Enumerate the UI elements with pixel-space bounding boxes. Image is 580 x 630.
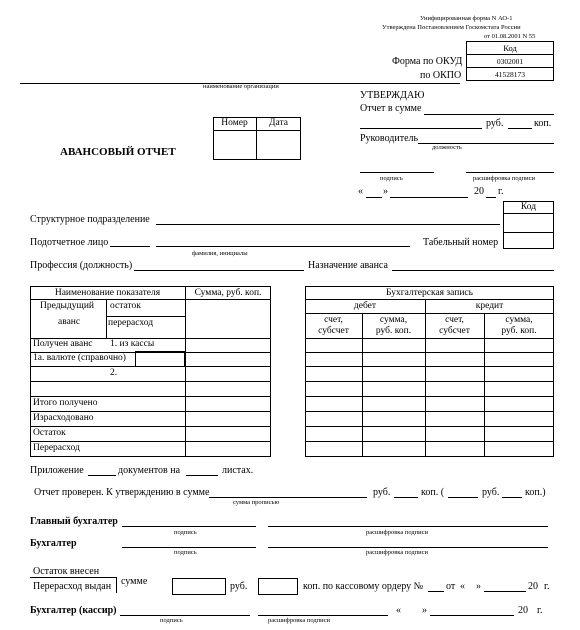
attach-sheets: листах. bbox=[222, 465, 254, 476]
accountant-decode-caption: расшифровка подписи bbox=[366, 549, 429, 556]
cash-order-line[interactable] bbox=[428, 591, 444, 592]
profession-line[interactable] bbox=[134, 270, 304, 271]
approve-year-suffix: г. bbox=[498, 186, 504, 197]
cashier-label: Бухгалтер (кассир) bbox=[30, 605, 117, 616]
currency-input[interactable] bbox=[135, 351, 185, 367]
cash-quote-close: » bbox=[476, 581, 481, 592]
currency-label: 1а. валюте (справочно) bbox=[33, 353, 126, 363]
sign-caption: подпись bbox=[380, 175, 403, 182]
chief-sign-line[interactable] bbox=[122, 526, 256, 527]
okpo-value[interactable]: 41528173 bbox=[495, 70, 525, 79]
cashier-year: 20 bbox=[518, 605, 528, 616]
credit-acct-header: счет, bbox=[445, 315, 464, 325]
total-received-label: Итого получено bbox=[33, 398, 98, 408]
approve-kop-line[interactable] bbox=[508, 128, 532, 129]
cashier-year-suffix: г. bbox=[537, 605, 543, 616]
person-caption: фамилия, инициалы bbox=[192, 250, 248, 257]
accountant-sign-line[interactable] bbox=[122, 547, 256, 548]
approve-sum-rub-line[interactable] bbox=[360, 128, 482, 129]
approve-year: 20 bbox=[474, 186, 484, 197]
attach-docs-line[interactable] bbox=[88, 475, 116, 476]
code-header: Код bbox=[503, 43, 517, 53]
cash-rub-label: руб. bbox=[230, 581, 248, 592]
in-sum-label: сумме bbox=[121, 576, 148, 587]
checked-kop2: коп.) bbox=[525, 487, 546, 498]
received-label: Получен аванс bbox=[33, 339, 93, 349]
over-label: Перерасход bbox=[33, 443, 80, 453]
date-quote-open: « bbox=[358, 186, 363, 197]
approve-month-line[interactable] bbox=[390, 197, 468, 198]
purpose-line[interactable] bbox=[392, 270, 554, 271]
okud-value[interactable]: 0302001 bbox=[496, 57, 524, 66]
cashier-quote-close: » bbox=[422, 605, 427, 616]
cash-quote-open: « bbox=[460, 581, 465, 592]
attach-docs-on: документов на bbox=[118, 465, 181, 476]
date-quote-close: » bbox=[383, 186, 388, 197]
cash-month-line[interactable] bbox=[484, 591, 526, 592]
col-sum-header: Сумма, руб. коп. bbox=[194, 288, 262, 298]
chief-decode-line[interactable] bbox=[268, 526, 548, 527]
tab-number-label: Табельный номер bbox=[423, 237, 499, 248]
attach-sheets-line[interactable] bbox=[186, 475, 218, 476]
profession-label: Профессия (должность) bbox=[30, 260, 133, 271]
person-label: Подотчетное лицо bbox=[30, 237, 109, 248]
cash-rub-box[interactable] bbox=[172, 578, 226, 595]
debit-sum-header-2: руб. коп. bbox=[375, 326, 412, 336]
cash-kop-box[interactable] bbox=[258, 578, 298, 595]
doc-date-label: Дата bbox=[269, 118, 288, 128]
approve-day-line[interactable] bbox=[366, 197, 382, 198]
doc-title: АВАНСОВЫЙ ОТЧЕТ bbox=[60, 146, 176, 158]
checked-kop: коп. ( bbox=[421, 487, 445, 498]
debit-acct-header-2: субсчет bbox=[318, 326, 349, 336]
division-label: Структурное подразделение bbox=[30, 214, 150, 225]
approve-rub: руб. bbox=[486, 118, 504, 129]
spent-label: Израсходовано bbox=[33, 413, 94, 423]
cashier-month-line[interactable] bbox=[430, 615, 514, 616]
org-name-caption: наименование организации bbox=[203, 83, 279, 90]
cashier-sign-caption: подпись bbox=[160, 617, 183, 624]
checked-rub2: руб. bbox=[482, 487, 500, 498]
checked-kop-line[interactable] bbox=[394, 497, 418, 498]
purpose-label: Назначение аванса bbox=[308, 260, 388, 271]
chief-decode-caption: расшифровка подписи bbox=[366, 529, 429, 536]
prev-remainder-label: остаток bbox=[110, 301, 141, 311]
cashier-quote-open: « bbox=[396, 605, 401, 616]
cashier-sign-line[interactable] bbox=[120, 615, 250, 616]
col-name-header: Наименование показателя bbox=[54, 288, 161, 298]
okpo-label: по ОКПО bbox=[420, 70, 462, 81]
person-line-a[interactable] bbox=[110, 246, 150, 247]
okud-label: Форма по ОКУД bbox=[392, 56, 463, 67]
debit-sum-header: сумма, bbox=[379, 315, 408, 325]
form-code-line3: от 01.08.2001 N 55 bbox=[484, 33, 536, 40]
credit-header: кредит bbox=[475, 301, 504, 311]
approve-sum-line[interactable] bbox=[424, 114, 554, 115]
cash-year: 20 bbox=[528, 581, 538, 592]
cash-from-label: от bbox=[446, 581, 456, 592]
over-out-label: Перерасход выдан bbox=[33, 581, 112, 592]
debit-header: дебет bbox=[353, 301, 377, 311]
attach-label: Приложение bbox=[30, 465, 84, 476]
form-code-line1: Унифицированная форма N АО-1 bbox=[420, 15, 513, 22]
head-decode-line[interactable] bbox=[466, 172, 554, 173]
credit-sum-header: сумма, bbox=[505, 315, 533, 325]
from-cash-label: 1. из кассы bbox=[110, 339, 155, 349]
division-line[interactable] bbox=[156, 224, 500, 225]
debit-acct-header: счет, bbox=[324, 315, 343, 325]
checked-rub2-line[interactable] bbox=[448, 497, 478, 498]
cashier-decode-caption: расшифровка подписи bbox=[268, 617, 331, 624]
rest-in-label: Остаток внесен bbox=[33, 566, 100, 577]
credit-sum-header-2: руб. коп. bbox=[501, 326, 537, 336]
form-code-line2: Утверждена Постановлением Госкомстата России bbox=[382, 24, 521, 31]
accountant-decode-line[interactable] bbox=[268, 547, 548, 548]
cash-year-suffix: г. bbox=[544, 581, 550, 592]
prev-advance-label: Предыдущий bbox=[40, 301, 94, 311]
sum-words-caption: сумма прописью bbox=[233, 499, 280, 506]
rest-label: Остаток bbox=[33, 428, 66, 438]
checked-rub: руб. bbox=[373, 487, 391, 498]
checked-kop2-line[interactable] bbox=[502, 497, 522, 498]
credit-acct-header-2: субсчет bbox=[439, 326, 470, 336]
accountant-sign-caption: подпись bbox=[174, 549, 197, 556]
cash-order-label: коп. по кассовому ордеру № bbox=[303, 581, 424, 592]
head-label: Руководитель bbox=[360, 133, 419, 144]
checked-sum-line[interactable] bbox=[209, 497, 367, 498]
chief-sign-caption: подпись bbox=[174, 529, 197, 536]
position-caption: должность bbox=[432, 144, 462, 151]
person-line[interactable] bbox=[156, 246, 410, 247]
acct-title: Бухгалтерская запись bbox=[386, 288, 473, 298]
checked-label: Отчет проверен. К утверждению в сумме bbox=[34, 487, 210, 498]
chief-accountant-label: Главный бухгалтер bbox=[30, 516, 118, 527]
approve-sum-label: Отчет в сумме bbox=[360, 103, 422, 114]
cashier-decode-line[interactable] bbox=[258, 615, 388, 616]
decode-caption: расшифровка подписи bbox=[473, 175, 536, 182]
tab-code-header: Код bbox=[520, 202, 537, 212]
head-sign-line[interactable] bbox=[360, 172, 434, 173]
prev-advance-label-2: аванс bbox=[58, 317, 81, 327]
accountant-label: Бухгалтер bbox=[30, 538, 77, 549]
approve-year-line[interactable] bbox=[486, 197, 496, 198]
approve-title: УТВЕРЖДАЮ bbox=[360, 90, 425, 101]
approve-kop: коп. bbox=[534, 118, 552, 129]
doc-number-label: Номер bbox=[221, 118, 248, 128]
item2-label: 2. bbox=[110, 368, 118, 378]
prev-overspend-label: перерасход bbox=[108, 318, 154, 328]
